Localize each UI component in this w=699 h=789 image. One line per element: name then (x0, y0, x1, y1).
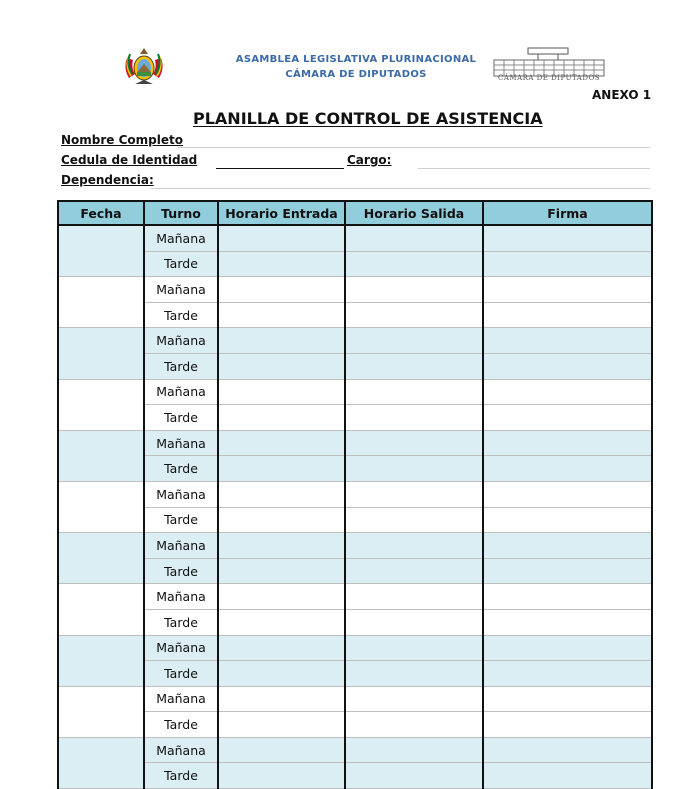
firma-cell[interactable] (483, 609, 652, 635)
chamber-building-logo (490, 46, 608, 92)
turno-tarde-cell: Tarde (144, 609, 218, 635)
table-row (58, 635, 652, 661)
firma-cell[interactable] (483, 430, 652, 456)
entrada-cell[interactable] (218, 533, 345, 559)
table-row (58, 251, 652, 277)
salida-cell[interactable] (345, 225, 483, 251)
fecha-cell[interactable] (58, 737, 144, 788)
cargo-line (418, 168, 650, 169)
table-row (58, 609, 652, 635)
turno-manana-cell: Mañana (144, 635, 218, 661)
salida-cell[interactable] (345, 763, 483, 789)
firma-cell[interactable] (483, 379, 652, 405)
fecha-cell[interactable] (58, 686, 144, 737)
firma-cell[interactable] (483, 712, 652, 738)
firma-cell[interactable] (483, 302, 652, 328)
fecha-cell[interactable] (58, 328, 144, 379)
entrada-cell[interactable] (218, 609, 345, 635)
salida-cell[interactable] (345, 533, 483, 559)
nombre-label: Nombre Completo (61, 133, 183, 147)
table-row (58, 507, 652, 533)
salida-cell[interactable] (345, 635, 483, 661)
firma-cell[interactable] (483, 225, 652, 251)
entrada-cell[interactable] (218, 277, 345, 303)
salida-cell[interactable] (345, 481, 483, 507)
attendance-table (57, 200, 653, 789)
salida-cell[interactable] (345, 712, 483, 738)
entrada-cell[interactable] (218, 737, 345, 763)
chamber-logo-caption: CÁMARA DE DIPUTADOS (498, 74, 600, 82)
entrada-cell[interactable] (218, 430, 345, 456)
table-header-row (58, 201, 652, 225)
dependencia-label: Dependencia: (61, 173, 154, 187)
turno-manana-cell: Mañana (144, 737, 218, 763)
header-fecha: Fecha (58, 201, 144, 225)
entrada-cell[interactable] (218, 302, 345, 328)
table-row (58, 225, 652, 251)
cargo-label: Cargo: (347, 153, 392, 167)
table-row (58, 481, 652, 507)
firma-cell[interactable] (483, 558, 652, 584)
firma-cell[interactable] (483, 481, 652, 507)
salida-cell[interactable] (345, 302, 483, 328)
entrada-cell[interactable] (218, 405, 345, 431)
firma-cell[interactable] (483, 584, 652, 610)
coat-of-arms-logo (121, 44, 167, 94)
firma-cell[interactable] (483, 533, 652, 559)
salida-cell[interactable] (345, 379, 483, 405)
salida-cell[interactable] (345, 430, 483, 456)
turno-manana-cell: Mañana (144, 481, 218, 507)
turno-tarde-cell: Tarde (144, 405, 218, 431)
entrada-cell[interactable] (218, 481, 345, 507)
salida-cell[interactable] (345, 737, 483, 763)
table-row (58, 302, 652, 328)
entrada-cell[interactable] (218, 661, 345, 687)
firma-cell[interactable] (483, 686, 652, 712)
firma-cell[interactable] (483, 328, 652, 354)
firma-cell[interactable] (483, 456, 652, 482)
turno-manana-cell: Mañana (144, 686, 218, 712)
firma-cell[interactable] (483, 353, 652, 379)
firma-cell[interactable] (483, 763, 652, 789)
table-row (58, 456, 652, 482)
firma-cell[interactable] (483, 635, 652, 661)
table-row (58, 353, 652, 379)
firma-cell[interactable] (483, 661, 652, 687)
turno-tarde-cell: Tarde (144, 302, 218, 328)
fecha-cell[interactable] (58, 430, 144, 481)
salida-cell[interactable] (345, 507, 483, 533)
header-firma: Firma (483, 201, 652, 225)
annex-label: ANEXO 1 (592, 88, 652, 102)
turno-tarde-cell: Tarde (144, 712, 218, 738)
turno-tarde-cell: Tarde (144, 353, 218, 379)
table-row (58, 277, 652, 303)
salida-cell[interactable] (345, 584, 483, 610)
entrada-cell[interactable] (218, 712, 345, 738)
table-row (58, 737, 652, 763)
table-row (58, 430, 652, 456)
table-row (58, 328, 652, 354)
table-row (58, 584, 652, 610)
dependencia-line (150, 188, 650, 189)
firma-cell[interactable] (483, 737, 652, 763)
turno-tarde-cell: Tarde (144, 661, 218, 687)
entrada-cell[interactable] (218, 225, 345, 251)
turno-manana-cell: Mañana (144, 584, 218, 610)
turno-manana-cell: Mañana (144, 328, 218, 354)
table-row (58, 533, 652, 559)
fecha-cell[interactable] (58, 225, 144, 277)
entrada-cell[interactable] (218, 686, 345, 712)
fecha-cell[interactable] (58, 481, 144, 532)
cedula-label: Cedula de Identidad (61, 153, 198, 167)
cedula-line (216, 168, 344, 169)
salida-cell[interactable] (345, 251, 483, 277)
turno-manana-cell: Mañana (144, 225, 218, 251)
nombre-line (178, 147, 650, 148)
fecha-cell[interactable] (58, 379, 144, 430)
entrada-cell[interactable] (218, 328, 345, 354)
entrada-cell[interactable] (218, 379, 345, 405)
turno-manana-cell: Mañana (144, 379, 218, 405)
header-horario-salida: Horario Salida (345, 201, 483, 225)
turno-tarde-cell: Tarde (144, 251, 218, 277)
table-row (58, 379, 652, 405)
org-line-2: CÁMARA DE DIPUTADOS (285, 69, 427, 80)
table-row (58, 405, 652, 431)
salida-cell[interactable] (345, 558, 483, 584)
fecha-cell[interactable] (58, 277, 144, 328)
turno-manana-cell: Mañana (144, 430, 218, 456)
firma-cell[interactable] (483, 251, 652, 277)
fecha-cell[interactable] (58, 584, 144, 635)
turno-tarde-cell: Tarde (144, 763, 218, 789)
table-row (58, 686, 652, 712)
fecha-cell[interactable] (58, 533, 144, 584)
firma-cell[interactable] (483, 507, 652, 533)
salida-cell[interactable] (345, 328, 483, 354)
firma-cell[interactable] (483, 277, 652, 303)
entrada-cell[interactable] (218, 635, 345, 661)
entrada-cell[interactable] (218, 251, 345, 277)
org-line-1: ASAMBLEA LEGISLATIVA PLURINACIONAL (235, 54, 477, 65)
turno-manana-cell: Mañana (144, 533, 218, 559)
entrada-cell[interactable] (218, 507, 345, 533)
turno-tarde-cell: Tarde (144, 456, 218, 482)
salida-cell[interactable] (345, 405, 483, 431)
entrada-cell[interactable] (218, 763, 345, 789)
table-row (58, 661, 652, 687)
salida-cell[interactable] (345, 456, 483, 482)
table-body (58, 225, 652, 789)
salida-cell[interactable] (345, 277, 483, 303)
entrada-cell[interactable] (218, 558, 345, 584)
salida-cell[interactable] (345, 609, 483, 635)
entrada-cell[interactable] (218, 353, 345, 379)
salida-cell[interactable] (345, 353, 483, 379)
salida-cell[interactable] (345, 661, 483, 687)
header-horario-entrada: Horario Entrada (218, 201, 345, 225)
table-row (58, 712, 652, 738)
table-row (58, 558, 652, 584)
fecha-cell[interactable] (58, 635, 144, 686)
page-title: PLANILLA DE CONTROL DE ASISTENCIA (193, 109, 543, 128)
turno-tarde-cell: Tarde (144, 507, 218, 533)
turno-manana-cell: Mañana (144, 277, 218, 303)
entrada-cell[interactable] (218, 584, 345, 610)
salida-cell[interactable] (345, 686, 483, 712)
firma-cell[interactable] (483, 405, 652, 431)
turno-tarde-cell: Tarde (144, 558, 218, 584)
header-turno: Turno (144, 201, 218, 225)
table-row (58, 763, 652, 789)
entrada-cell[interactable] (218, 456, 345, 482)
